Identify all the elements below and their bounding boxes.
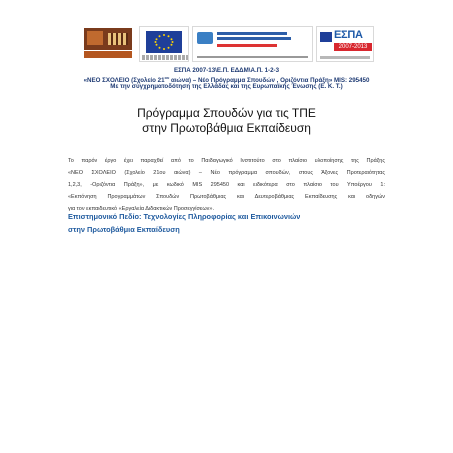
scientific-field-heading-line-2: στην Πρωτοβάθμια Εκπαίδευση [68,225,180,234]
eu-flag-logo [139,26,189,62]
header-line-2-post: αιώνα) – Νέο Πρόγραμμα Σπουδών , Οριζόντια Πράξη» MIS: 295450 [169,77,370,85]
espa-logo-years: 2007-2013 [334,43,372,51]
institute-logo [80,26,136,62]
scientific-field-heading-line-1: Επιστημονικό Πεδίο: Τεχνολογίες Πληροφορίας και Επικοινωνιών [68,212,301,221]
header-line-2-pre: «ΝΕΟ ΣΧΟΛΕΙΟ (Σχολείο 21 [83,77,165,85]
logo-banner [80,26,374,62]
paragraph-line: 1,2,3, -Οριζόντια Πράξη», με κωδικό MIS 295450 και ειδικότερα στο πλαίσιο του Υποέργου 1: [68,182,385,188]
espa-logo [316,26,374,62]
ep-program-logo [192,26,313,62]
header-line-1: ΕΣΠΑ 2007-13\Ε.Π. ΕΔΔΜ\Α.Π. 1-2-3 [173,67,280,74]
paragraph-line: Το παρόν έργο έχει παραχθεί από το Παιδαγωγικό Ινστιτούτο στο πλαίσιο υλοποίησης της Πράξης [68,158,385,164]
header-line-3: Με την συγχρηματοδότηση της Ελλάδας και της Ευρωπαϊκής Ένωσης (Ε. Κ. Τ.) [110,83,343,90]
intro-paragraph [68,155,385,215]
document-title-line-1: Πρόγραμμα Σπουδών για τις ΤΠΕ [137,106,316,120]
eu-stars-icon [146,31,182,53]
paragraph-line: «ΝΕΟ ΣΧΟΛΕΙΟ (Σχολείο 21ου αιώνα) – Νέο πρόγραμμα σπουδών, στους Άξονες Προτεραιότητας [68,170,385,176]
header-line-2-sup: ου [164,75,170,80]
espa-logo-word: ΕΣΠΑ [334,29,363,41]
paragraph-line: «Εκπόνηση Προγραμμάτων Σπουδών Πρωτοβάθμιας και Δευτεροβάθμιας Εκπαίδευσης και οδηγών [68,194,385,200]
paragraph-line: για τον εκπαιδευτικό «Εργαλεία Διδακτικών Προσεγγίσεων». [68,206,214,212]
document-title-line-2: στην Πρωτοβάθμια Εκπαίδευση [142,121,311,135]
